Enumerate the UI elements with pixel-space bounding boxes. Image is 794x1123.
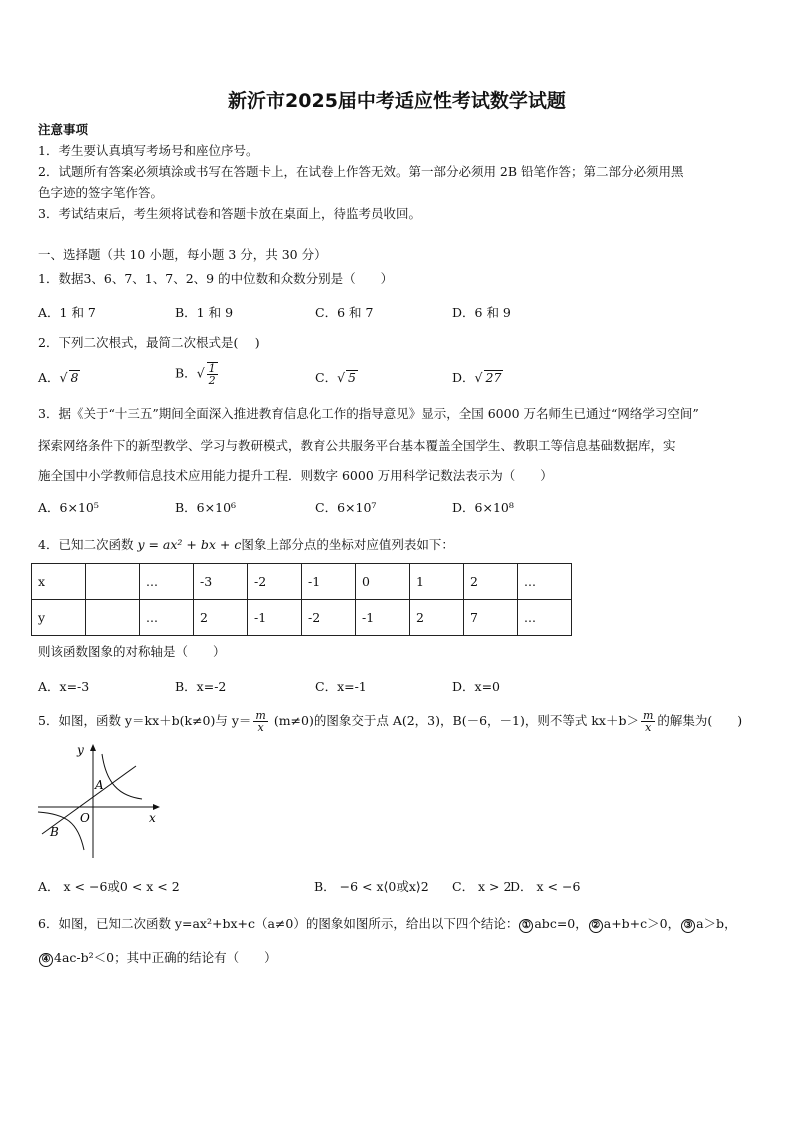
number-3: ③ xyxy=(681,919,695,933)
notice-item: 2．试题所有答案必须填涂或书写在答题卡上，在试卷上作答无效。第一部分必须用 2B 铅笔作答；第二部分必须用黑 xyxy=(38,164,684,179)
question-2-options xyxy=(38,362,758,387)
y-axis-arrow xyxy=(90,744,96,751)
option-b: B．√ $\frac{1}{2}$ xyxy=(175,362,216,387)
table-cell: -1 xyxy=(248,600,302,636)
option-b: B．1 和 9 xyxy=(175,305,234,320)
table-cell: 1 xyxy=(410,564,464,600)
formula: y = ax² + bx + c xyxy=(137,537,242,552)
question-6-line: 6．如图，已知二次函数 y=ax²+bx+c（a≠0）的图象如图所示，给出以下四个结论： ① abc=0， ② a+b+c＞0， ③ a＞b， xyxy=(38,916,737,931)
table-cell xyxy=(86,600,140,636)
table-cell: 2 xyxy=(464,564,518,600)
question-3-options xyxy=(38,498,758,516)
hyperbola-branch-2 xyxy=(38,812,84,850)
question-3-line: 探索网络条件下的新型教学、学习与教研模式，教育公共服务平台基本覆盖全国学生、教职工等信息基础数据库，实 xyxy=(38,438,676,453)
table-cell: ... xyxy=(518,600,572,636)
y-label: y xyxy=(77,743,84,757)
question-4-stem: 4．已知二次函数 y = ax² + bx + c图象上部分点的坐标对应值列表如下： xyxy=(38,537,454,552)
question-2-stem: 2．下列二次根式，最简二次根式是( ) xyxy=(38,335,260,350)
origin-label: O xyxy=(80,811,90,825)
notice-item: 3．考试结束后，考生须将试卷和答题卡放在桌面上，待监考员收回。 xyxy=(38,206,421,221)
question-4-options xyxy=(38,677,758,695)
question-5-options xyxy=(38,877,758,895)
page-title: 新沂市2025届中考适应性考试数学试题 xyxy=(228,90,566,112)
table-cell: -1 xyxy=(302,564,356,600)
table-cell: x xyxy=(32,564,86,600)
question-4-question: 则该函数图象的对称轴是（ ） xyxy=(38,644,226,659)
notice-item: 1．考生要认真填写考场号和座位序号。 xyxy=(38,143,259,158)
option-c: C．√ 5 xyxy=(315,370,356,385)
option-b: B．6×10⁶ xyxy=(175,500,237,515)
option-a: A．x=-3 xyxy=(38,679,90,694)
option-a: A． x < −6或0 < x < 2 xyxy=(38,879,180,894)
option-c: C．6×10⁷ xyxy=(315,500,377,515)
option-a: A．6×10⁵ xyxy=(38,500,99,515)
question-1-stem: 1．数据3、6、7、1、7、2、9 的中位数和众数分别是（ ） xyxy=(38,271,394,286)
option-d: D． x < −6 xyxy=(510,879,581,894)
point-a-label: A xyxy=(95,778,104,792)
x-label: x xyxy=(149,811,156,825)
question-1-options xyxy=(38,303,758,321)
table-cell: -2 xyxy=(302,600,356,636)
option-c: C．x=-1 xyxy=(315,679,367,694)
number-2: ② xyxy=(589,919,603,933)
table-cell: 2 xyxy=(194,600,248,636)
function-graph xyxy=(36,742,166,860)
value-table xyxy=(31,563,572,636)
option-c: C． x > 2 xyxy=(452,879,512,894)
table-cell: ... xyxy=(140,564,194,600)
option-b: B．x=-2 xyxy=(175,679,227,694)
notice-item: 色字迹的签字笔作答。 xyxy=(38,185,164,200)
option-d: D．x=0 xyxy=(452,679,500,694)
table-row xyxy=(32,600,572,636)
option-d: D．6 和 9 xyxy=(452,305,511,320)
table-cell: ... xyxy=(140,600,194,636)
question-3-line: 3．据《关于“十三五”期间全面深入推进教育信息化工作的指导意见》显示，全国 6000 万名师生已通过“网络学习空间” xyxy=(38,406,699,421)
question-3-line: 施全国中小学教师信息技术应用能力提升工程．则数字 6000 万用科学记数法表示为（ ） xyxy=(38,468,553,483)
number-4: ④ xyxy=(39,953,53,967)
table-cell: 7 xyxy=(464,600,518,636)
table-cell: -3 xyxy=(194,564,248,600)
option-b: B． −6 < x⟨0或x⟩2 xyxy=(314,879,429,894)
x-axis-arrow xyxy=(153,804,160,810)
table-cell: y xyxy=(32,600,86,636)
question-5-stem: 5．如图，函数 y＝kx＋b(k≠0)与 y＝ $\frac{m}{x}$ (m≠0)的图象交于点 A(2，3)，B(－6，－1)，则不等式 kx＋b＞ $\frac{m}{x}$ 的解集为( ) xyxy=(38,709,743,734)
number-1: ① xyxy=(519,919,533,933)
table-cell: -1 xyxy=(356,600,410,636)
table-cell: 0 xyxy=(356,564,410,600)
table-cell xyxy=(86,564,140,600)
option-a: A．1 和 7 xyxy=(38,305,96,320)
table-cell: -2 xyxy=(248,564,302,600)
option-d: D．6×10⁸ xyxy=(452,500,514,515)
notice-heading: 注意事项 xyxy=(38,122,89,137)
table-cell: ... xyxy=(518,564,572,600)
option-c: C．6 和 7 xyxy=(315,305,374,320)
point-b-label: B xyxy=(50,825,59,839)
table-cell: 2 xyxy=(410,600,464,636)
table-row xyxy=(32,564,572,600)
option-d: D．√ 27 xyxy=(452,370,502,385)
option-a: A．√ 8 xyxy=(38,370,79,385)
section-heading: 一、选择题（共 10 小题，每小题 3 分，共 30 分） xyxy=(38,247,327,262)
question-6-line: ④ 4ac-b²＜0；其中正确的结论有（ ） xyxy=(38,949,277,967)
